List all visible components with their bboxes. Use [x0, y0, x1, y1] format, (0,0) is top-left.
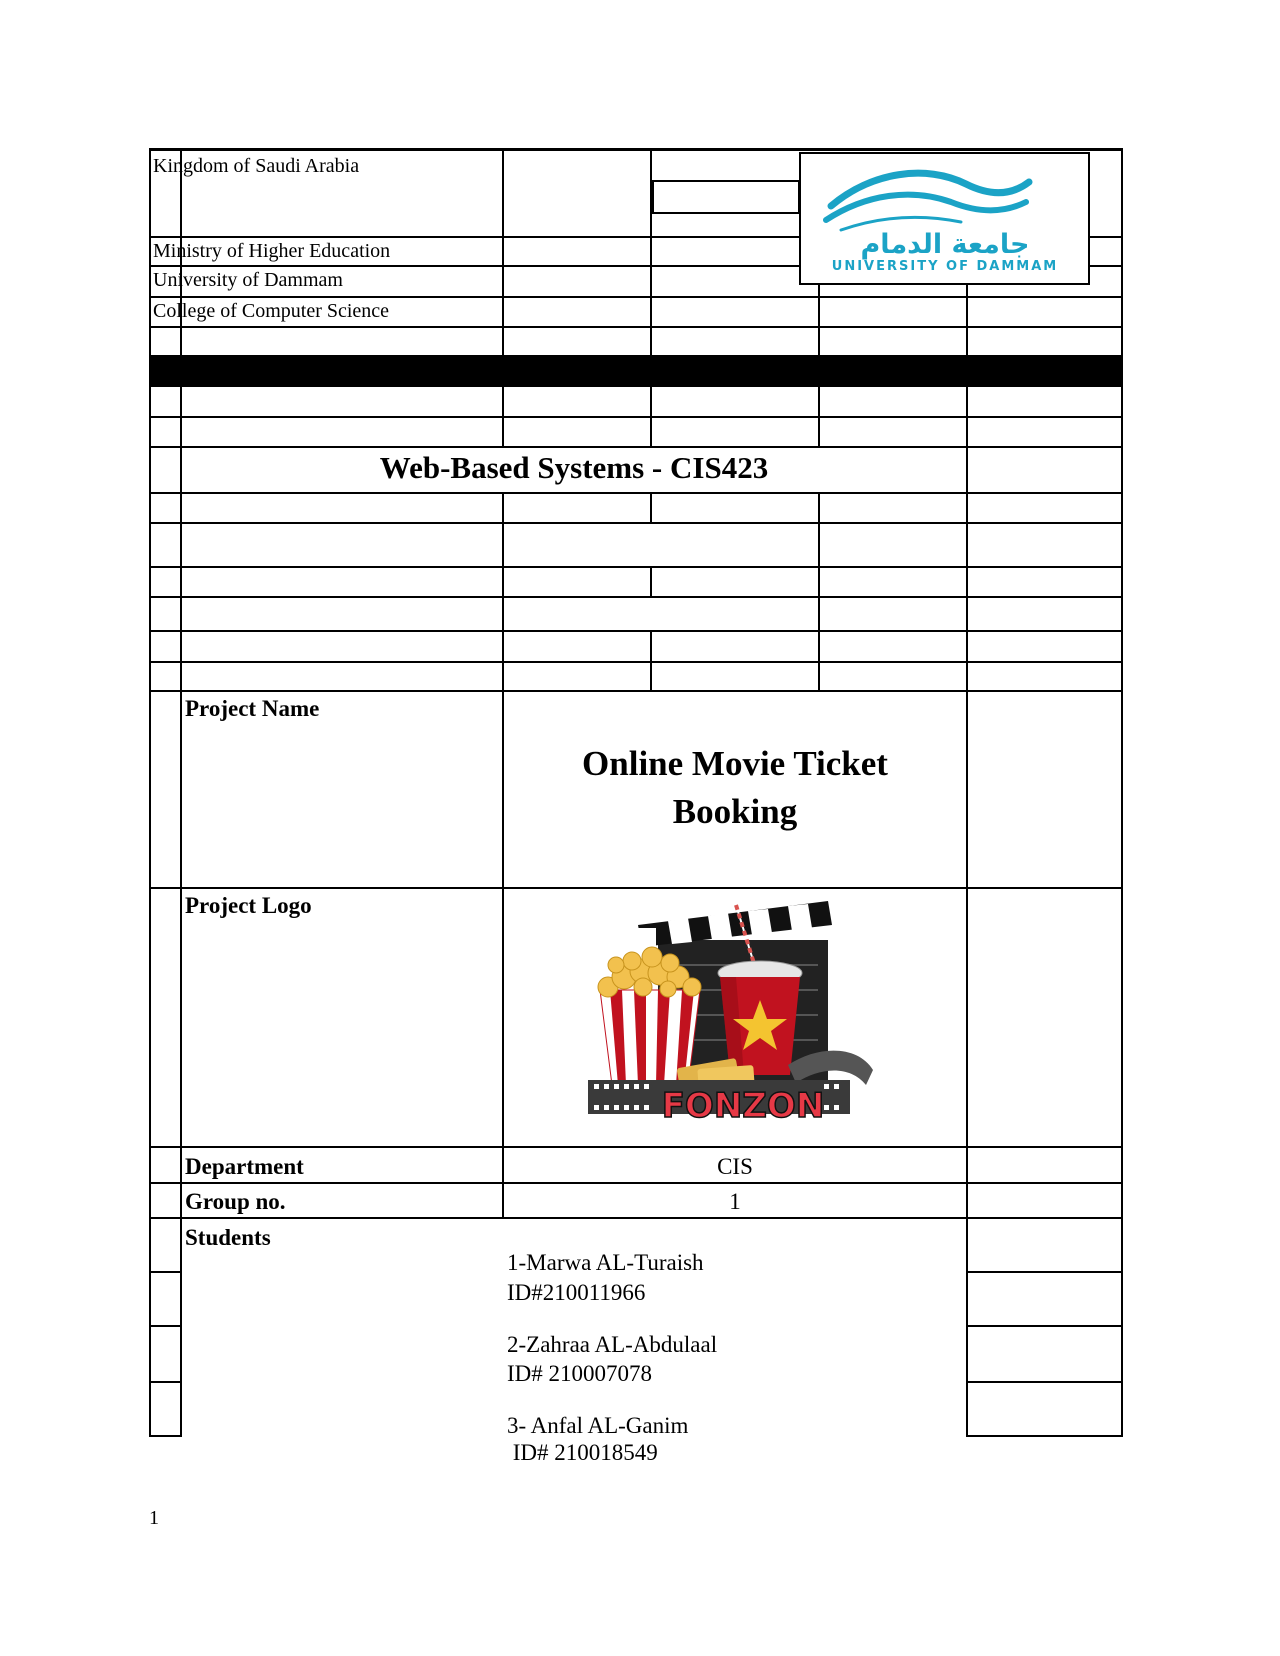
header-ministry: Ministry of Higher Education	[153, 240, 391, 262]
university-waves-icon	[801, 154, 1088, 283]
student-2-name: 2-Zahraa AL-Abdulaal	[507, 1332, 718, 1357]
group-label: Group no.	[185, 1189, 286, 1214]
student-3-name: 3- Anfal AL-Ganim	[507, 1413, 689, 1438]
project-name-label: Project Name	[185, 696, 320, 721]
student-1-name: 1-Marwa AL-Turaish	[507, 1250, 704, 1275]
university-english-name: UNIVERSITY OF DAMMAM	[831, 259, 1059, 274]
project-name-line1: Online Movie Ticket	[582, 744, 888, 783]
header-university: University of Dammam	[153, 269, 343, 291]
university-logo	[799, 152, 1090, 285]
header-college: College of Computer Science	[153, 300, 390, 322]
university-arabic-name: جامعة الدمام	[860, 229, 1030, 260]
header-kingdom: Kingdom of Saudi Arabia	[153, 155, 360, 177]
fonzon-wordmark: FONZON	[661, 1086, 825, 1126]
project-logo-label: Project Logo	[185, 893, 312, 918]
student-2-id: ID# 210007078	[507, 1361, 653, 1386]
student-3-id: ID# 210018549	[507, 1440, 658, 1465]
page-number: 1	[149, 1507, 159, 1529]
black-band	[149, 357, 1123, 387]
department-label: Department	[185, 1154, 304, 1179]
project-name-line2: Booking	[672, 792, 798, 831]
project-logo-image	[588, 895, 888, 1135]
student-1-id: ID#210011966	[507, 1280, 646, 1305]
course-title: Web-Based Systems - CIS423	[379, 450, 769, 485]
department-value: CIS	[717, 1154, 753, 1179]
group-value: 1	[729, 1189, 741, 1214]
students-label: Students	[185, 1225, 271, 1250]
